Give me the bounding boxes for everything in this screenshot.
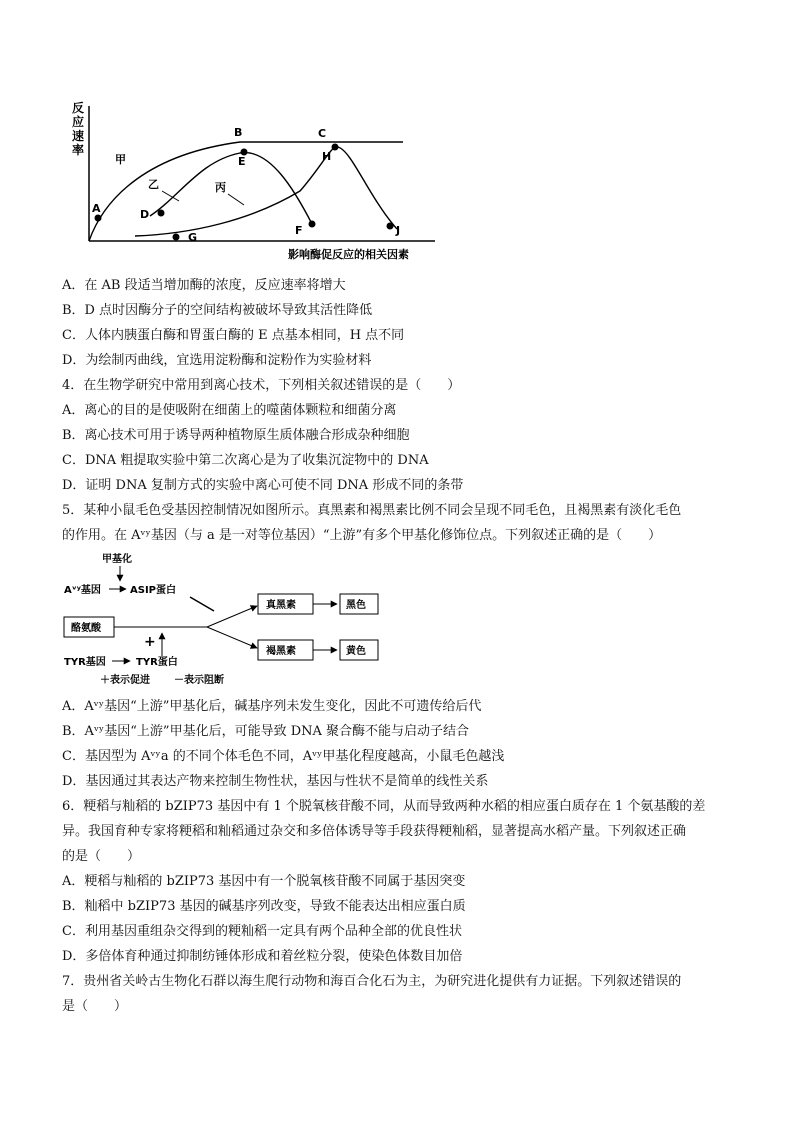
q6-option-c: C．利用基因重组杂交得到的粳籼稻一定具有两个品种全部的优良性状	[62, 924, 462, 939]
q5-option-d: D．基因通过其表达产物来控制生物性状，基因与性状不是简单的线性关系	[62, 774, 489, 789]
svg-text:反: 反	[72, 101, 85, 115]
label-j: J	[396, 224, 401, 237]
coat-color-pathway-diagram	[62, 550, 392, 688]
legend-inhibit: －表示阻断	[174, 675, 224, 686]
q4-option-d: D．证明 DNA 复制方式的实验中离心可使不同 DNA 形成不同的条带	[62, 478, 464, 493]
q6-option-d: D．多倍体育种通过抑制纺锤体形成和着丝粒分裂，使染色体数目加倍	[62, 949, 463, 964]
y-axis-label	[72, 100, 84, 157]
x-axis-label: 影响酶促反应的相关因素	[288, 248, 409, 261]
label-e: E	[238, 155, 246, 168]
q4-option-c: C．DNA 粗提取实验中第二次离心是为了收集沉淀物中的 DNA	[62, 453, 429, 468]
curve-jia	[89, 142, 403, 241]
point-d	[158, 210, 165, 217]
label-jia: 甲	[115, 153, 126, 166]
label-c: C	[318, 127, 327, 140]
q5-option-c: C．基因型为 Aᵛʸa 的不同个体毛色不同，Aᵛʸ甲基化程度越高，小鼠毛色越浅	[62, 749, 505, 764]
label-d: D	[140, 208, 150, 221]
q6-stem-line1: 6．粳稻与籼稻的 bZIP73 基因中有 1 个脱氧核苷酸不同，从而导致两种水稻的相应蛋白质存在 1 个氨基酸的差	[62, 799, 706, 814]
tyrosine-label: 酪氨酸	[71, 623, 101, 634]
svg-text:应: 应	[72, 115, 85, 129]
q6-option-a: A．粳稻与籼稻的 bZIP73 基因中有一个脱氧核苷酸不同属于基因突变	[62, 874, 466, 889]
tyr-protein-label: TYR蛋白	[136, 657, 178, 668]
pheomelanin-label: 褐黑素	[266, 646, 296, 657]
methylation-label: 甲基化	[102, 554, 132, 565]
point-g	[173, 234, 180, 241]
q3-option-c: C．人体内胰蛋白酶和胃蛋白酶的 E 点基本相同，H 点不同	[62, 328, 405, 343]
q5-stem-line1: 5．某种小鼠毛色受基因控制情况如图所示。真黑素和褐黑素比例不同会呈现不同毛色，且褐黑素有淡化毛色	[62, 503, 682, 518]
q5-option-b: B．Aᵛʸ基因“上游”甲基化后，可能导致 DNA 聚合酶不能与启动子结合	[62, 724, 470, 739]
legend-promote: ＋表示促进	[100, 675, 150, 686]
q5-stem-line2: 的作用。在 Aᵛʸ基因（与 a 是一对等位基因）“上游”有多个甲基化修饰位点。下列叙述正确的是（ ）	[62, 528, 662, 543]
eumelanin-label: 真黑素	[266, 600, 296, 611]
point-a	[95, 215, 102, 222]
curve-bing-pointer	[228, 194, 244, 205]
q3-option-b: B．D 点时因酶分子的空间结构被破坏导致其活性降低	[62, 303, 373, 318]
asip-protein-label: ASIP蛋白	[130, 585, 176, 596]
label-f: F	[295, 224, 303, 237]
q7-stem-line2: 是（ ）	[62, 999, 128, 1014]
svg-text:速: 速	[72, 129, 85, 143]
label-bing: 丙	[215, 181, 226, 194]
label-yi: 乙	[148, 178, 159, 191]
avy-gene-label: Aᵛʸ基因	[64, 585, 101, 596]
q6-option-b: B．籼稻中 bZIP73 基因的碱基序列改变，导致不能表达出相应蛋白质	[62, 899, 466, 914]
q4-stem: 4．在生物学研究中常用到离心技术，下列相关叙述错误的是（ ）	[62, 378, 461, 393]
point-j	[387, 223, 394, 230]
q7-stem-line1: 7．贵州省关岭古生物化石群以海生爬行动物和海百合化石为主，为研究进化提供有力证据。下列叙述错误的	[62, 974, 682, 989]
label-b: B	[234, 126, 243, 139]
tyr-gene-label: TYR基因	[64, 657, 106, 668]
yellow-label: 黄色	[346, 646, 366, 657]
point-h	[332, 144, 339, 151]
q5-option-a: A．Aᵛʸ基因“上游”甲基化后，碱基序列未发生变化，因此不可遗传给后代	[62, 699, 482, 714]
plus-sign: +	[144, 634, 156, 650]
q6-stem-line3: 的是（ ）	[62, 849, 141, 864]
curve-yi	[150, 153, 312, 224]
q6-stem-line2: 异。我国育种专家将粳稻和籼稻通过杂交和多倍体诱导等手段获得粳籼稻，显著提高水稻产量。下列叙述正确	[62, 824, 687, 839]
enzyme-rate-graph	[60, 96, 445, 266]
q4-option-a: A．离心的目的是使吸附在细菌上的噬菌体颗粒和细菌分离	[62, 403, 397, 418]
label-h: H	[322, 150, 332, 163]
q4-option-b: B．离心技术可用于诱导两种植物原生质体融合形成杂种细胞	[62, 428, 410, 443]
q3-option-d: D．为绘制丙曲线，宜选用淀粉酶和淀粉作为实验材料	[62, 353, 372, 368]
label-a: A	[92, 202, 101, 215]
point-f	[309, 221, 316, 228]
q3-option-a: A．在 AB 段适当增加酶的浓度，反应速率将增大	[62, 278, 346, 293]
svg-text:率: 率	[72, 143, 85, 157]
asip-inhibit-dash	[190, 597, 214, 611]
black-label: 黑色	[346, 600, 366, 611]
label-g: G	[188, 231, 198, 244]
